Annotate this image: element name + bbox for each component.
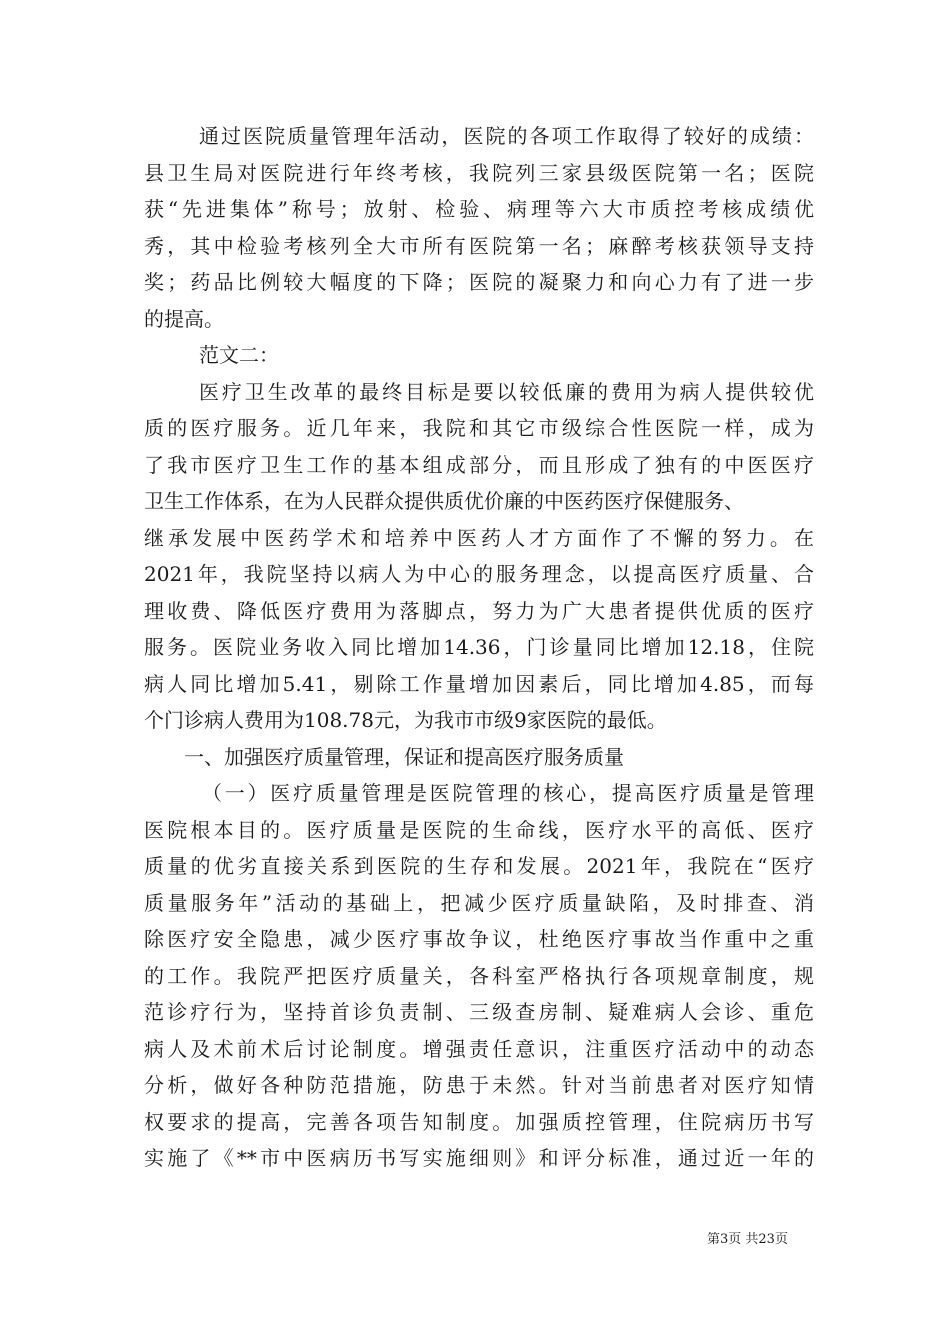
text-line: 服务。医院业务收入同比增加14.36，门诊量同比增加12.18，住院 — [144, 635, 814, 659]
text-line: 病人及术前术后讨论制度。增强责任意识，注重医疗活动中的动态 — [144, 1036, 814, 1061]
text-line: 病人同比增加5.41，剔除工作量增加因素后，同比增加4.85，而每 — [144, 671, 814, 696]
text-line: 秀，其中检验考核列全大市所有医院第一名；麻醉考核获领导支持 — [144, 233, 814, 258]
section-label: 范文二： — [199, 343, 279, 367]
text-line: 除医疗安全隐患，减少医疗事故争议，杜绝医疗事故当作重中之重 — [144, 927, 814, 951]
text-line: 县卫生局对医院进行年终考核，我院列三家县级医院第一名；医院 — [144, 160, 814, 185]
text-line: 获“先进集体”称号；放射、检验、病理等六大市质控考核成绩优 — [144, 197, 814, 221]
text-line: 继承发展中医药学术和培养中医药人才方面作了不懈的努力。在 — [144, 525, 814, 550]
text-line: （一）医疗质量管理是医院管理的核心，提高医疗质量是管理 — [202, 781, 814, 805]
text-line: 医疗卫生改革的最终目标是要以较低廉的费用为病人提供较优 — [199, 379, 814, 404]
text-line: 2021年，我院坚持以病人为中心的服务理念，以提高医疗质量、合 — [144, 562, 814, 586]
text-line: 医院根本目的。医疗质量是医院的生命线，医疗水平的高低、医疗 — [144, 817, 814, 842]
section-heading: 一、加强医疗质量管理，保证和提高医疗服务质量 — [184, 744, 624, 769]
text-line: 质量的优劣直接关系到医院的生存和发展。2021年，我院在“医疗 — [144, 854, 814, 878]
text-line: 质量服务年”活动的基础上，把减少医疗质量缺陷，及时排查、消 — [144, 890, 814, 915]
document-body — [144, 118, 814, 1177]
page-number: 第3页 共23页 — [707, 1232, 788, 1247]
text-line: 权要求的提高，完善各项告知制度。加强质控管理，住院病历书写 — [144, 1109, 814, 1134]
text-line: 范诊疗行为，坚持首诊负责制、三级查房制、疑难病人会诊、重危 — [144, 1000, 814, 1024]
text-line: 分析，做好各种防范措施，防患于未然。针对当前患者对医疗知情 — [144, 1073, 814, 1097]
text-line: 个门诊病人费用为108.78元，为我市市级9家医院的最低。 — [144, 708, 667, 732]
text-line: 的提高。 — [144, 306, 224, 331]
text-line: 通过医院质量管理年活动，医院的各项工作取得了较好的成绩： — [199, 124, 814, 148]
text-line: 奖；药品比例较大幅度的下降；医院的凝聚力和向心力有了进一步 — [144, 270, 814, 294]
text-line: 的工作。我院严把医疗质量关，各科室严格执行各项规章制度，规 — [144, 963, 814, 988]
text-line: 了我市医疗卫生工作的基本组成部分，而且形成了独有的中医医疗 — [144, 452, 814, 477]
text-line: 卫生工作体系，在为人民群众提供质优价廉的中医药医疗保健服务、 — [144, 489, 744, 513]
text-line: 理收费、降低医疗费用为落脚点，努力为广大患者提供优质的医疗 — [144, 598, 814, 623]
text-line: 质的医疗服务。近几年来，我院和其它市级综合性医院一样，成为 — [144, 416, 814, 440]
text-line: 实施了《**市中医病历书写实施细则》和评分标准，通过近一年的 — [144, 1146, 814, 1170]
